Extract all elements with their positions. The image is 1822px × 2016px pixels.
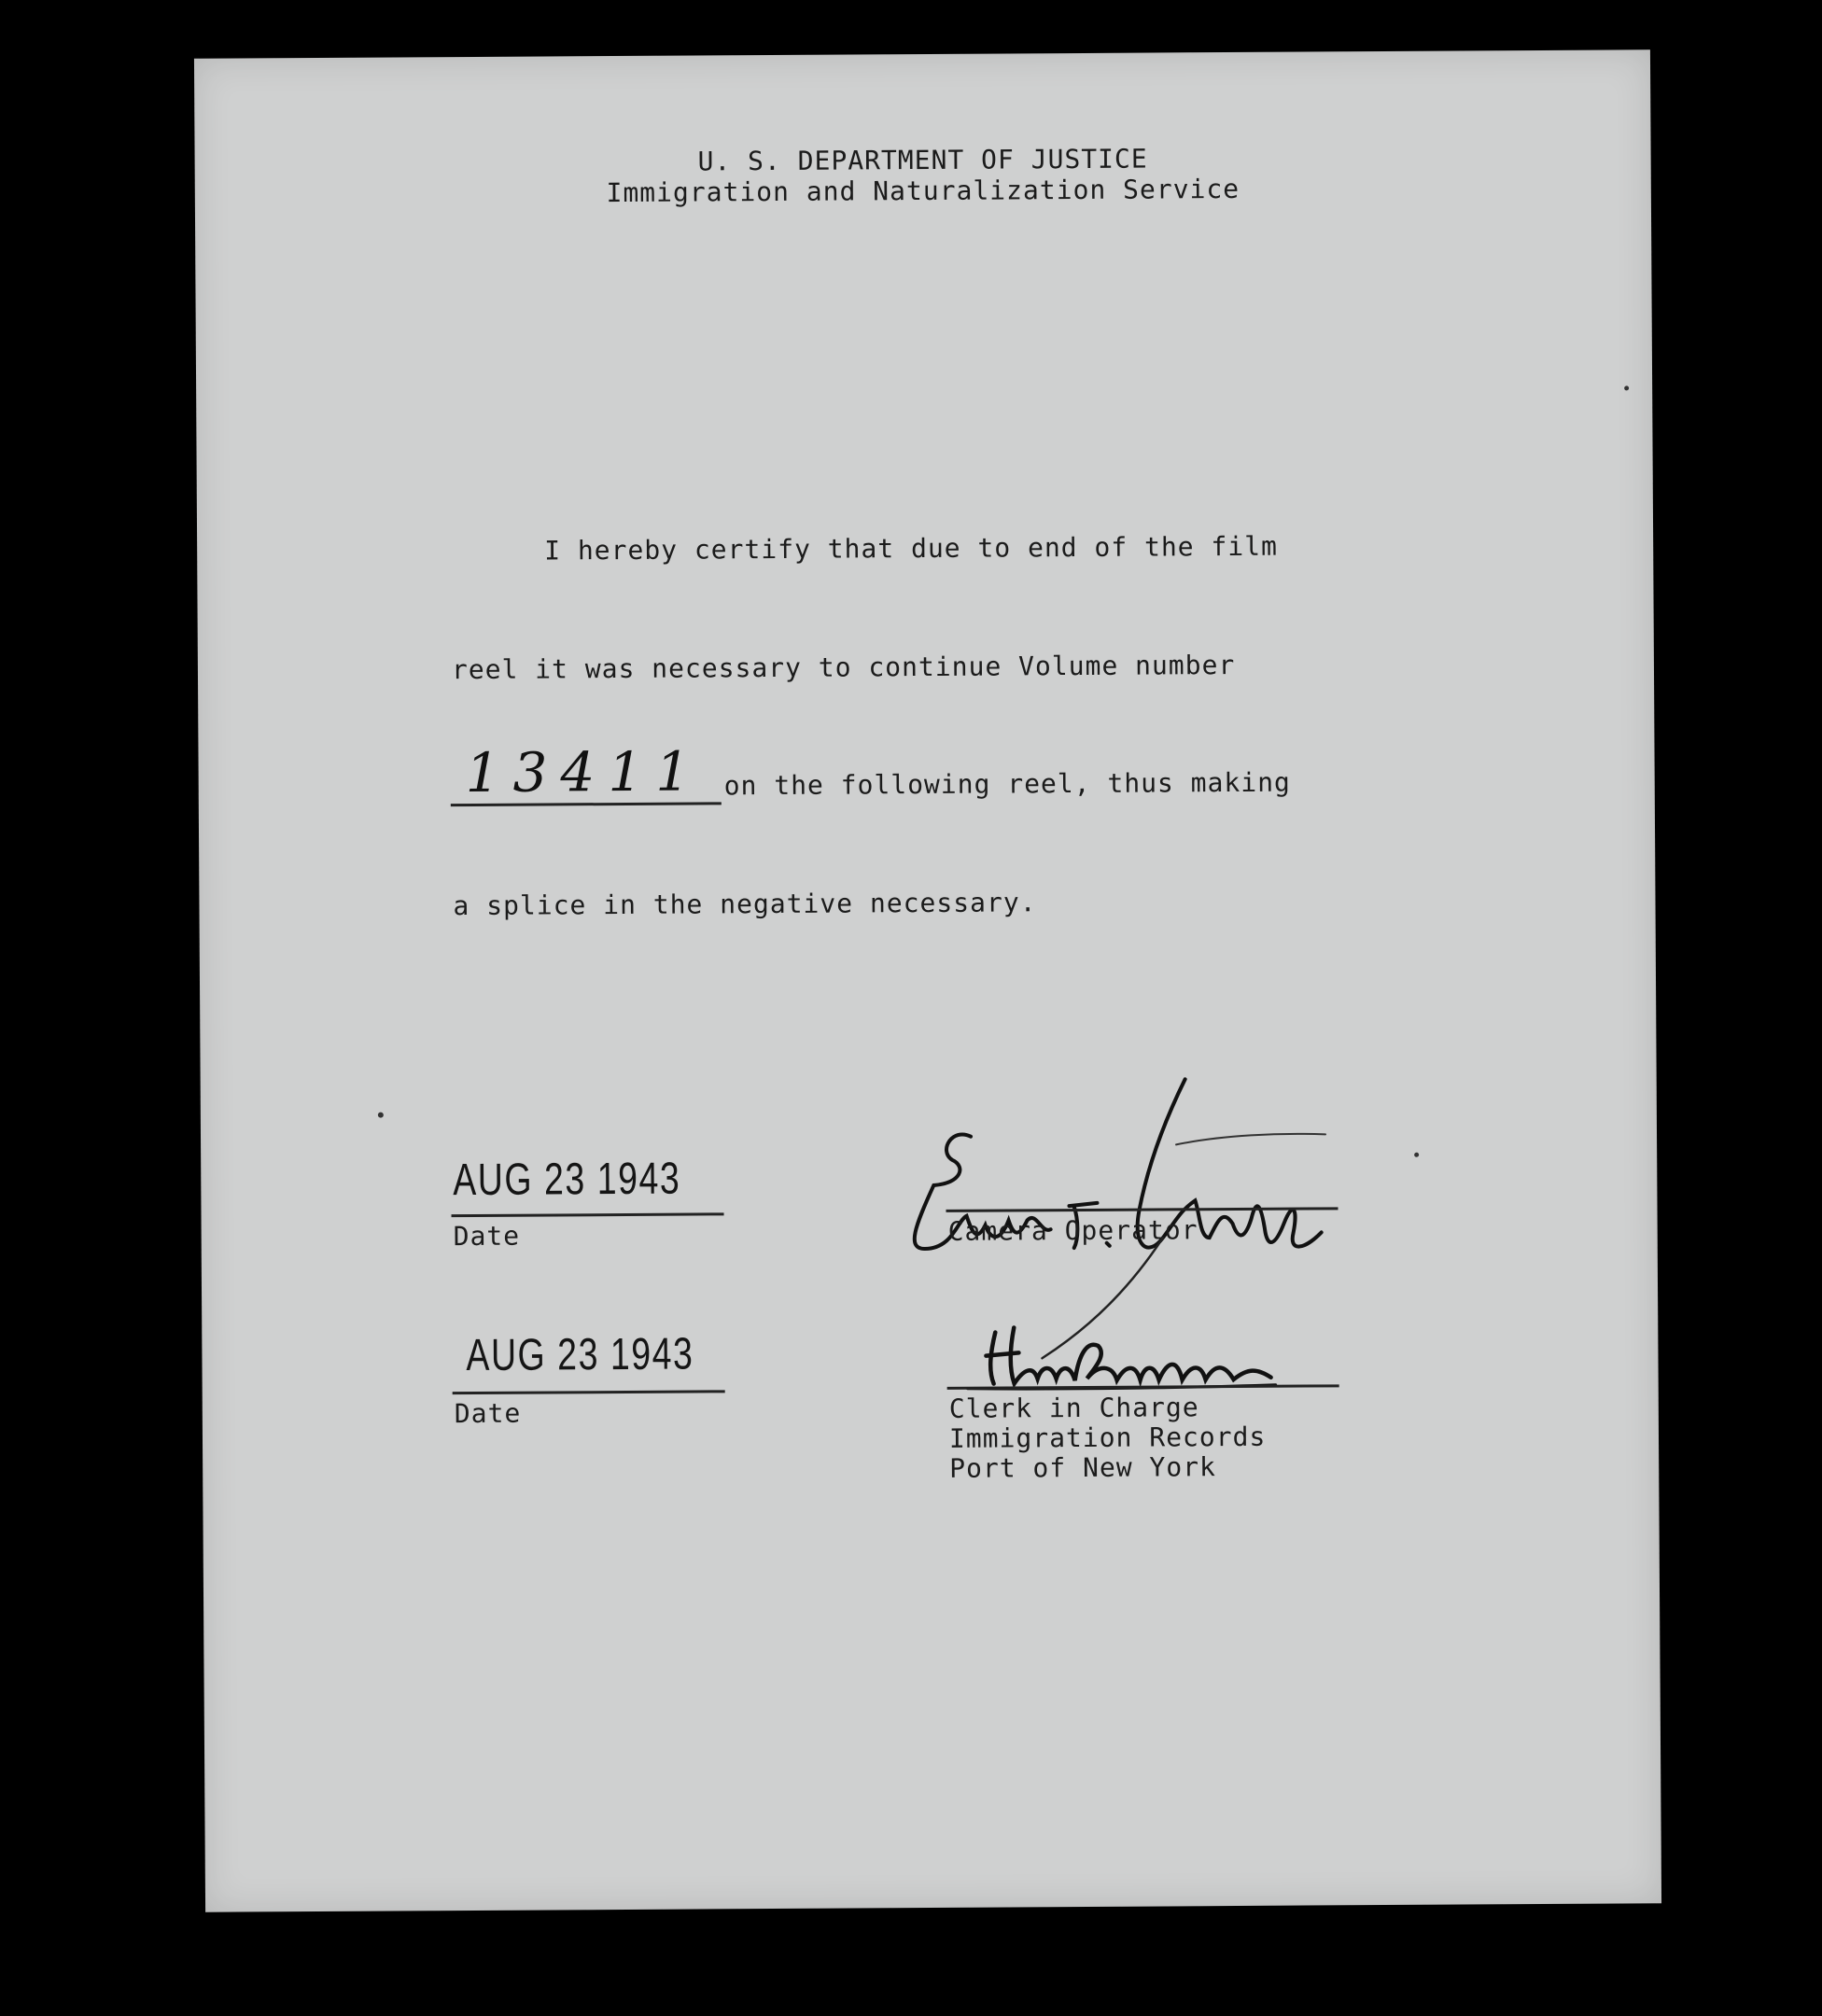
clerk-label-3: Port of New York <box>949 1451 1217 1484</box>
date-label-2: Date <box>454 1397 522 1430</box>
volume-number-handwritten: 13411 <box>465 739 704 805</box>
body-line-4: a splice in the negative necessary. <box>453 887 1037 922</box>
document-page <box>194 49 1661 1911</box>
clerk-label-1: Clerk in Charge <box>948 1392 1199 1424</box>
date-stamp-2: AUG 23 1943 <box>466 1329 694 1381</box>
body-line-3: on the following reel, thus making <box>723 766 1291 802</box>
clerk-label-2: Immigration Records <box>948 1421 1267 1454</box>
header-department: U. S. DEPARTMENT OF JUSTICE <box>697 143 1148 177</box>
date-stamp-1: AUG 23 1943 <box>453 1154 681 1206</box>
header-service: Immigration and Naturalization Service <box>606 173 1240 209</box>
paper-speck <box>1414 1153 1419 1157</box>
body-line-1: I hereby certify that due to end of the film <box>544 530 1278 567</box>
body-line-2: reel it was necessary to continue Volume number <box>451 649 1236 686</box>
date-underline-2 <box>453 1390 725 1394</box>
date-underline-1 <box>452 1212 724 1217</box>
paper-speck <box>378 1113 384 1118</box>
date-label-1: Date <box>453 1220 521 1253</box>
volume-number-underline <box>451 802 722 806</box>
paper-speck <box>1624 385 1629 390</box>
camera-operator-label: Camera Operator <box>947 1214 1198 1247</box>
